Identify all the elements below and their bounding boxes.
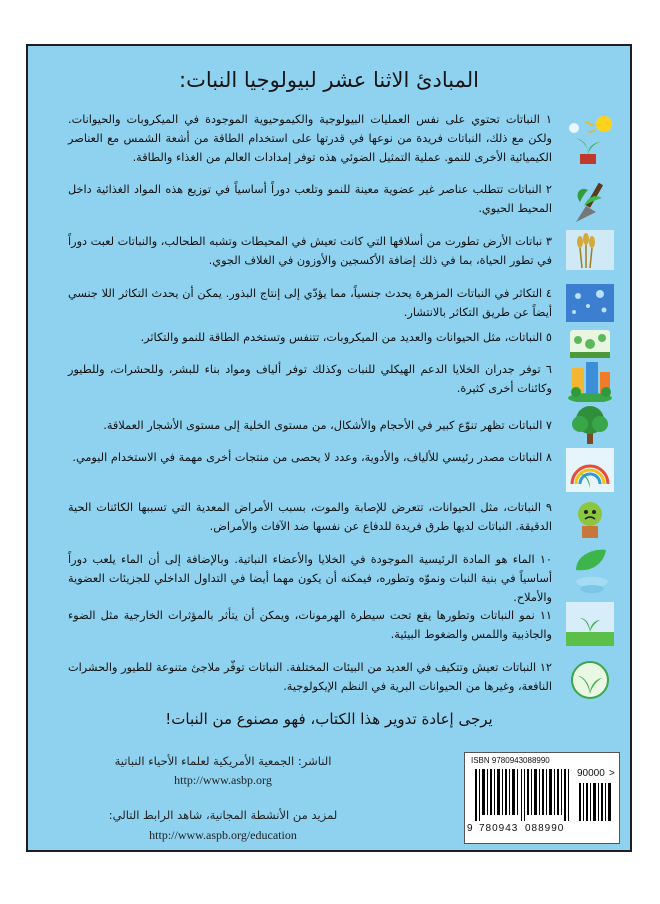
principle-text: ٩ النباتات، مثل الحيوانات، تتعرض للإصابة والموت، بسبب الأمراض المعدية التي تسببها الكائنات الحية الدقيقة. النباتات لديها طرق فريدة للدفاع عن نفسها ضد الآفات والأمراض. (68, 501, 552, 533)
grass-sprout-icon (566, 602, 614, 646)
page-title: المبادئ الاثنا عشر لبيولوجيا النبات: (179, 68, 479, 92)
sunlight-plant-icon (566, 114, 614, 166)
activities-block (108, 806, 338, 846)
isbn-text: ISBN 9780943088990 (471, 756, 550, 765)
barcode-digit-first: 9 (467, 823, 473, 834)
principle-text: ٥ النباتات، مثل الحيوانات والعديد من الميكروبات، تتنفس وتستخدم الطاقة للنمو والتكاثر. (140, 331, 552, 344)
pollen-icon (566, 284, 614, 322)
publisher-url[interactable]: http://www.asbp.org (174, 773, 272, 787)
addon-bars (579, 783, 613, 821)
principle-text: ١١ نمو النباتات وتطورها يقع تحت سيطرة الهرمونات، ويمكن أن يتأثر بالمؤثرات الخارجية مثل الضوء والجاذبية واللمس والضغوط البيئية. (68, 609, 552, 641)
publisher-block (108, 752, 338, 790)
barcode-bars (475, 769, 573, 821)
plant-cells-icon (566, 322, 614, 362)
barcode (464, 752, 620, 844)
trowel-seedling-icon (566, 176, 614, 226)
price-arrow: > (609, 768, 615, 779)
barcode-digits-right: 088990 (525, 823, 565, 834)
principle-text: ٧ النباتات تظهر تنوّع كبير في الأحجام والأشكال، من مستوى الخلية إلى مستوى الأشجار العملاقة. (103, 419, 552, 432)
rainbow-sprout-icon (566, 448, 614, 492)
leaf-water-icon (566, 546, 614, 598)
barcode-digits-left: 780943 (479, 823, 519, 834)
principle-text: ٣ نباتات الأرض تطورت من أسلافها التي كانت تعيش في المحيطات وتشبه الطحالب، والنباتات لعبت دوراً في تطور الحياة، بما في ذلك إضافة الأكسجين والأوزون في الغلاف الجوي. (68, 235, 552, 267)
wheat-icon (566, 230, 614, 270)
principle-text: ٨ النباتات مصدر رئيسي للألياف، والأدوية، وعدد لا يحصى من منتجات أخرى مهمة في الاستخدام اليومي. (72, 451, 552, 464)
principle-text: ٦ توفر جدران الخلايا الدعم الهيكلي للنبات وكذلك توفر ألياف ومواد بناء للبشر، وللحشرات، وللطيور وكائنات أخرى كثيرة. (68, 363, 552, 395)
principle-text: ١٢ النباتات تعيش وتتكيف في العديد من البيئات المختلفة. النباتات توفّر ملاجئ متنوعة للطيور والحشرات النافعة، وغيرها من الحيوانات البرية في النظم الإيكولوجية. (68, 661, 552, 693)
principle-text: ١٠ الماء هو المادة الرئيسية الموجودة في الخلايا والأعضاء النباتية. وبالإضافة إلى أن الماء يلعب دوراً أساسياً في بنية النبات ونموّه وتطوره، فيمكنه أن يكون مهما أيضا في التداول الداخلي للجزيئات العضوية والأملاح. (68, 553, 552, 604)
back-cover (26, 44, 632, 852)
principle-text: ١ النباتات تحتوي على نفس العمليات البيولوجية والكيموحيوية الموجودة في الميكروبات والحيوانات. ولكن مع ذلك، النباتات فريدة من نوعها في قدرتها على استخدام الطاقة من أشعة الشمس مع العناصر الكيميائية الأخرى للنمو. عملية التمثيل الضوئي هذه توفر إمدادات العالم من الغذاء والطاقة. (68, 113, 552, 164)
price-code: 90000 (577, 768, 605, 779)
activities-url[interactable]: http://www.aspb.org/education (149, 828, 297, 842)
principle-text: ٤ التكاثر في النباتات المزهرة يحدث جنسياً، مما يؤدّي إلى إنتاج البذور. يمكن أن يحدث التكاثر اللا جنسي أيضاً عن طريق التكاثر بالانتشار. (68, 287, 552, 319)
green-buildings-icon (566, 358, 614, 402)
principle-text: ٢ النباتات تتطلب عناصر غير عضوية معينة للنمو وتلعب دوراً أساسياً في توزيع هذه المواد الغذائية داخل المحيط الحيوي. (68, 183, 552, 215)
publisher-label: الناشر: الجمعية الأمريكية لعلماء الأحياء النباتية (114, 754, 332, 768)
recycle-note: يرجى إعادة تدوير هذا الكتاب، فهو مصنوع من النبات! (165, 710, 493, 728)
globe-plant-icon (566, 658, 614, 702)
activities-label: لمزيد من الأنشطة المجانية، شاهد الرابط التالي: (108, 808, 338, 822)
tree-icon (566, 404, 614, 448)
sick-plant-icon (566, 494, 614, 540)
